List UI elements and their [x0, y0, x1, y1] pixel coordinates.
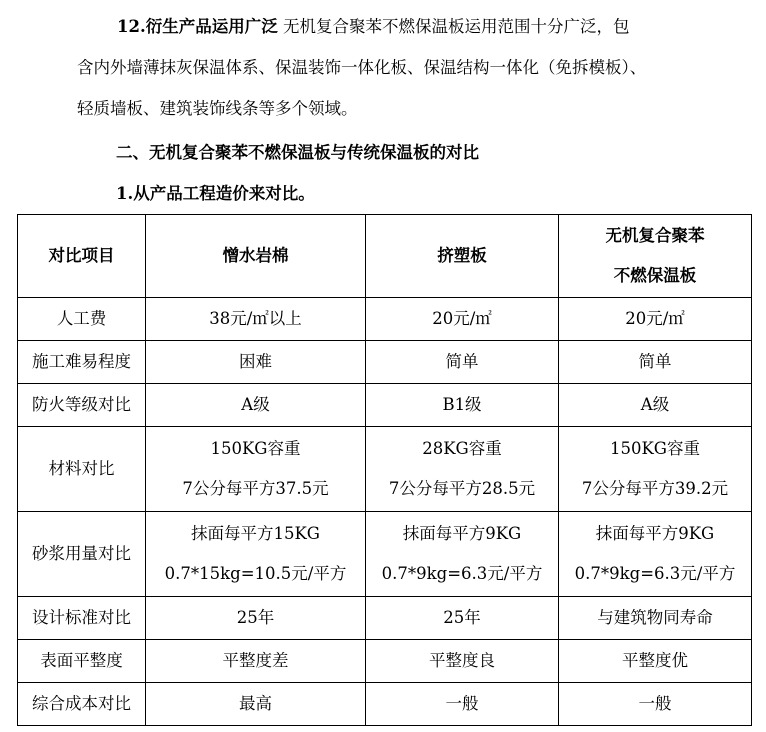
cell: 38元/㎡以上 [146, 298, 366, 341]
table-row [18, 298, 752, 341]
cell-line: 0.7*9kg=6.3元/平方 [381, 564, 543, 583]
row-label: 砂浆用量对比 [18, 512, 146, 597]
paragraph-12-lead: 12.衍生产品运用广泛 [117, 17, 278, 36]
table-row [18, 597, 752, 640]
cell: 困难 [146, 341, 366, 384]
cell [559, 512, 752, 597]
paragraph-12-line-3: 轻质墙板、建筑装饰线条等多个领域。 [77, 99, 358, 118]
header-inorganic-line-2: 不燃保温板 [613, 266, 697, 285]
cell: 一般 [559, 683, 752, 726]
cell-line: 0.7*9kg=6.3元/平方 [574, 564, 736, 583]
row-label: 人工费 [18, 298, 146, 341]
paragraph-12 [77, 6, 747, 129]
header-xps: 挤塑板 [366, 215, 559, 298]
cell [146, 512, 366, 597]
table-header-row [18, 215, 752, 298]
header-item: 对比项目 [18, 215, 146, 298]
cell-line: 0.7*15kg=10.5元/平方 [164, 564, 347, 583]
cell: 一般 [366, 683, 559, 726]
cell: 25年 [366, 597, 559, 640]
section-heading: 二、无机复合聚苯不燃保温板与传统保温板的对比 [116, 143, 479, 162]
table-row [18, 341, 752, 384]
row-label: 施工难易程度 [18, 341, 146, 384]
cell: 平整度优 [559, 640, 752, 683]
cell-line: 7公分每平方28.5元 [388, 479, 536, 498]
header-inorganic-line-1: 无机复合聚苯 [605, 226, 705, 245]
cell [366, 512, 559, 597]
sub-heading: 1.从产品工程造价来对比。 [116, 184, 315, 203]
row-label: 材料对比 [18, 427, 146, 512]
table-row [18, 384, 752, 427]
row-label: 综合成本对比 [18, 683, 146, 726]
cell: 20元/㎡ [366, 298, 559, 341]
cell: 与建筑物同寿命 [559, 597, 752, 640]
paragraph-12-text-1: 无机复合聚苯不燃保温板运用范围十分广泛，包 [282, 17, 630, 36]
table-row [18, 512, 752, 597]
row-label: 防火等级对比 [18, 384, 146, 427]
cell-line: 抹面每平方9KG [402, 524, 522, 543]
cell-line: 7公分每平方37.5元 [182, 479, 329, 498]
cell: A级 [559, 384, 752, 427]
paragraph-12-line-2: 含内外墙薄抹灰保温体系、保温装饰一体化板、保温结构一体化（免拆模板）、 [77, 58, 647, 77]
cell: 平整度良 [366, 640, 559, 683]
cell: 简单 [366, 341, 559, 384]
cell: 最高 [146, 683, 366, 726]
cell [366, 427, 559, 512]
cell: 25年 [146, 597, 366, 640]
cell-line: 150KG容重 [609, 439, 700, 458]
cell [146, 427, 366, 512]
cell [559, 427, 752, 512]
row-label: 设计标准对比 [18, 597, 146, 640]
comparison-table [17, 214, 752, 726]
table-row [18, 683, 752, 726]
cell-line: 28KG容重 [422, 439, 502, 458]
paragraph-12-line-1 [77, 6, 747, 47]
cell: 平整度差 [146, 640, 366, 683]
table-row [18, 640, 752, 683]
header-inorganic-board [559, 215, 752, 298]
cell-line: 7公分每平方39.2元 [581, 479, 729, 498]
cell-line: 抹面每平方9KG [595, 524, 715, 543]
cell-line: 抹面每平方15KG [190, 524, 320, 543]
header-rock-wool: 憎水岩棉 [146, 215, 366, 298]
cell: 简单 [559, 341, 752, 384]
cell: 20元/㎡ [559, 298, 752, 341]
cell-line: 150KG容重 [210, 439, 301, 458]
cell: B1级 [366, 384, 559, 427]
cell: A级 [146, 384, 366, 427]
table-row [18, 427, 752, 512]
row-label: 表面平整度 [18, 640, 146, 683]
